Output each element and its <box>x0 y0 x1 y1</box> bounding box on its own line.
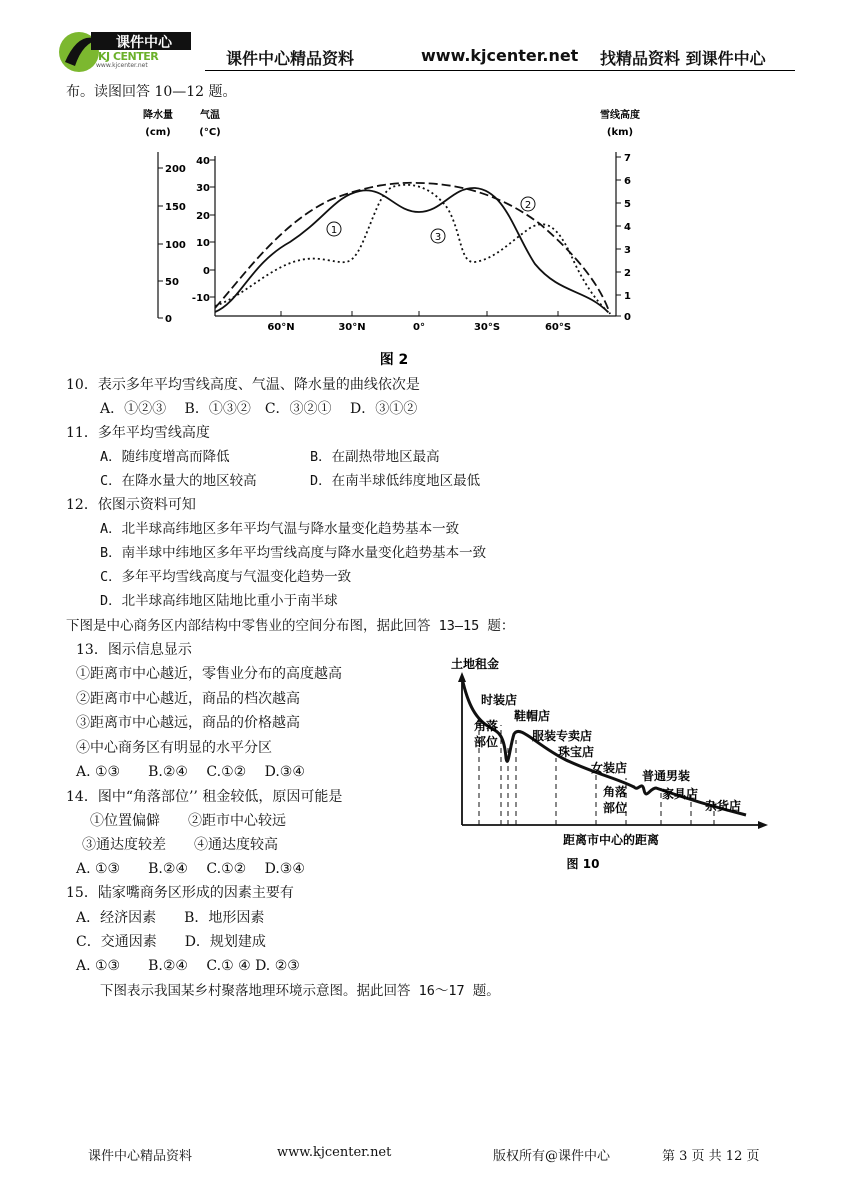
q15-options: A. ①③ B.②④ C.① ④ D. ②③ <box>76 958 300 974</box>
figure2-caption: 图 2 <box>379 352 409 368</box>
svg-text:0°: 0° <box>413 322 425 333</box>
svg-text:40: 40 <box>196 156 210 167</box>
svg-text:普通男装: 普通男装 <box>642 769 691 783</box>
svg-text:100: 100 <box>165 240 186 251</box>
svg-text:30: 30 <box>196 183 210 194</box>
header-brand: 课件中心精品资料 <box>226 49 355 68</box>
svg-text:1: 1 <box>624 291 631 302</box>
q15-line-1: A．经济因素 B．地形因素 <box>76 910 265 926</box>
svg-text:女装店: 女装店 <box>591 761 628 775</box>
q15-line-2: C．交通因素 D．规划建成 <box>76 934 266 950</box>
temp-axis-ticks <box>192 156 215 304</box>
q11-option-a: A．随纬度增高而降低 <box>100 449 230 465</box>
svg-text:时装店: 时装店 <box>481 693 518 707</box>
x-axis-ticks <box>267 311 571 333</box>
svg-text:鞋帽店: 鞋帽店 <box>514 709 551 723</box>
footer-brand: 课件中心精品资料 <box>88 1149 193 1164</box>
curve-3 <box>215 185 610 314</box>
snowline-axis-title: 雪线高度 <box>600 110 640 121</box>
q13-item-2: ②距离市中心越近，商品的档次越高 <box>76 691 300 707</box>
svg-text:5: 5 <box>624 199 631 210</box>
svg-text:60°S: 60°S <box>544 322 572 333</box>
svg-text:7: 7 <box>624 153 631 164</box>
svg-text:10: 10 <box>196 238 210 249</box>
q12-option-d: D．北半球高纬地区陆地比重小于南半球 <box>100 593 338 609</box>
q10-options: A．①②③ B．①③② C．③②① D．③①② <box>100 401 418 417</box>
q14-options: A. ①③ B.②④ C.①② D.③④ <box>76 861 305 877</box>
rent-axis-label: 土地租金 <box>451 657 500 671</box>
figure-2 <box>130 104 650 374</box>
figure10-caption: 图 10 <box>566 857 600 871</box>
svg-text:150: 150 <box>165 202 186 213</box>
intro-text: 布。读图回答 10—12 题。 <box>66 84 237 100</box>
curve-2 <box>215 183 610 314</box>
svg-text:3: 3 <box>434 232 442 243</box>
q12-option-a: A．北半球高纬地区多年平均气温与降水量变化趋势基本一致 <box>100 521 460 537</box>
curve-1 <box>215 188 608 312</box>
svg-text:2: 2 <box>624 268 631 279</box>
footer-url: www.kjcenter.net <box>277 1145 392 1160</box>
svg-text:服装专卖店: 服装专卖店 <box>532 729 593 743</box>
svg-text:部位: 部位 <box>474 735 499 749</box>
header <box>0 0 860 80</box>
q13-item-3: ③距离市中心越远，商品的价格越高 <box>76 715 300 731</box>
q14-stem: 14．图中“角落部位’’ 租金较低，原因可能是 <box>66 789 343 805</box>
q11-option-d: D．在南半球低纬度地区最低 <box>310 473 481 489</box>
svg-text:0: 0 <box>165 314 172 325</box>
svg-text:部位: 部位 <box>603 801 628 815</box>
svg-text:4: 4 <box>624 222 631 233</box>
q13-stem: 13．图示信息显示 <box>76 642 192 658</box>
q13-options: A. ①③ B.②④ C.①② D.③④ <box>76 764 305 780</box>
svg-text:2: 2 <box>524 200 532 211</box>
svg-text:1: 1 <box>330 225 338 236</box>
q11-option-b: B．在副热带地区最高 <box>310 449 440 465</box>
temp-axis-unit: (°C) <box>199 127 221 138</box>
q11-option-c: C．在降水量大的地区较高 <box>100 473 257 489</box>
q14-line-2: ③通达度较差 ④通达度较高 <box>82 837 278 853</box>
curve-label-2 <box>521 197 535 211</box>
svg-text:家具店: 家具店 <box>662 787 699 801</box>
curve-label-1 <box>327 222 341 236</box>
q10-stem: 10．表示多年平均雪线高度、气温、降水量的曲线依次是 <box>66 377 420 393</box>
distance-axis-label: 距离市中心的距离 <box>562 833 660 847</box>
q12-option-b: B．南半球中纬地区多年平均雪线高度与降水量变化趋势基本一致 <box>100 545 487 561</box>
svg-text:-10: -10 <box>191 293 210 304</box>
svg-text:50: 50 <box>165 277 179 288</box>
temp-axis-title: 气温 <box>200 110 220 121</box>
svg-text:珠宝店: 珠宝店 <box>558 745 595 759</box>
q12-stem: 12．依图示资料可知 <box>66 497 196 513</box>
header-url: www.kjcenter.net <box>421 46 579 65</box>
svg-text:0: 0 <box>203 266 210 277</box>
q15-stem: 15．陆家嘴商务区形成的因素主要有 <box>66 885 294 901</box>
svg-text:200: 200 <box>165 164 186 175</box>
footer-copyright: 版权所有@课件中心 <box>493 1149 611 1164</box>
svg-text:30°N: 30°N <box>338 322 366 333</box>
figure-10 <box>446 650 776 880</box>
q14-line-1: ①位置偏僻 ②距市中心较远 <box>90 813 286 829</box>
section3-intro: 下图表示我国某乡村聚落地理环境示意图。据此回答 16～17 题。 <box>100 983 500 999</box>
precip-axis-title: 降水量 <box>143 110 173 121</box>
section2-intro: 下图是中心商务区内部结构中零售业的空间分布图，据此回答 13—15 题： <box>66 618 515 634</box>
svg-text:30°S: 30°S <box>473 322 501 333</box>
snowline-axis-ticks <box>616 153 631 323</box>
svg-text:3: 3 <box>624 245 631 256</box>
svg-text:角落: 角落 <box>474 719 499 733</box>
curve-label-3 <box>431 229 445 243</box>
svg-text:60°N: 60°N <box>267 322 295 333</box>
precip-axis-ticks <box>158 164 186 325</box>
logo-text-en: KJ CENTER <box>98 50 159 63</box>
logo-text-cn: 课件中心 <box>116 35 172 51</box>
q11-stem: 11．多年平均雪线高度 <box>66 425 210 441</box>
svg-text:杂货店: 杂货店 <box>705 799 742 813</box>
footer-page: 第 3 页 共 12 页 <box>662 1149 760 1164</box>
header-rule <box>205 70 795 71</box>
snowline-axis-unit: (km) <box>606 127 634 138</box>
svg-text:角落: 角落 <box>603 785 628 799</box>
header-slogan: 找精品资料 到课件中心 <box>600 49 766 68</box>
q13-item-4: ④中心商务区有明显的水平分区 <box>76 740 272 756</box>
precip-axis-unit: (cm) <box>145 127 171 138</box>
svg-text:0: 0 <box>624 312 631 323</box>
q13-item-1: ①距离市中心越近，零售业分布的高度越高 <box>76 666 342 682</box>
logo-url: www.kjcenter.net <box>96 62 148 69</box>
q12-option-c: C．多年平均雪线高度与气温变化趋势一致 <box>100 569 352 585</box>
svg-text:20: 20 <box>196 211 210 222</box>
svg-text:6: 6 <box>624 176 631 187</box>
